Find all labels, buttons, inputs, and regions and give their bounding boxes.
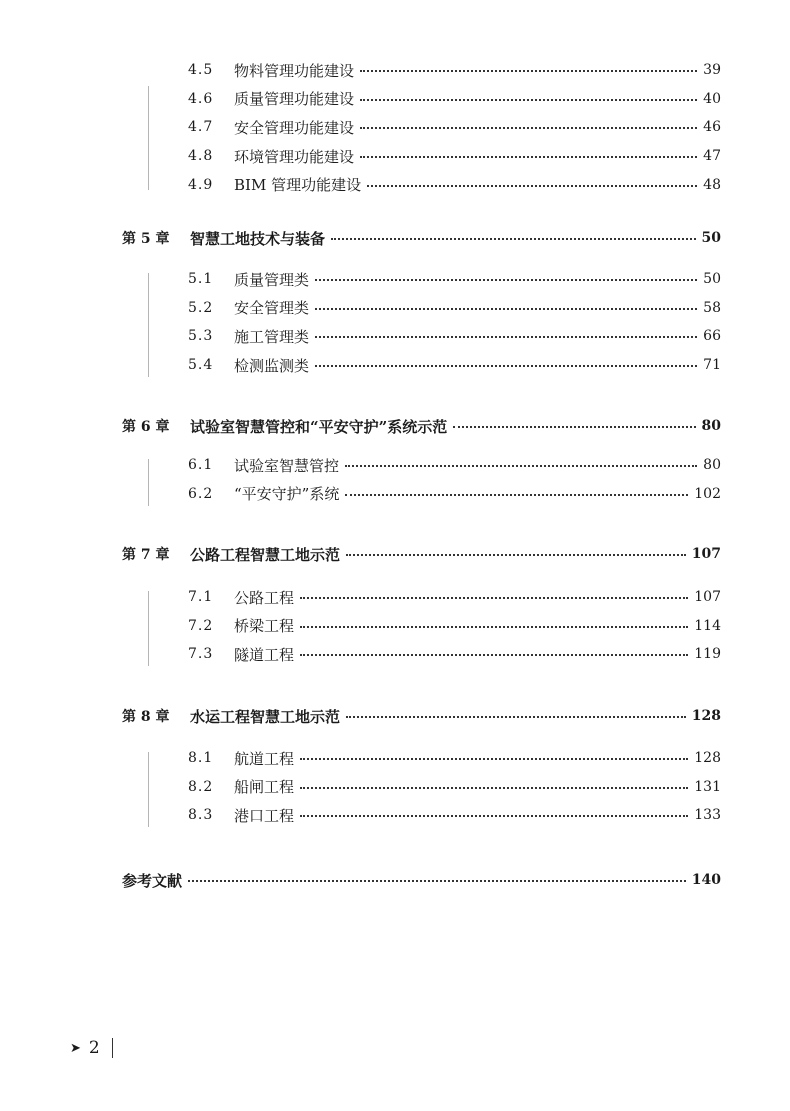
section-number: 6.2	[188, 485, 214, 502]
section-page-number: 50	[703, 271, 721, 287]
toc-section-row[interactable]	[188, 803, 721, 827]
section-page-number: 48	[703, 176, 721, 193]
section-guide-line	[148, 591, 149, 666]
toc-section-row[interactable]	[188, 87, 721, 111]
toc-section-row[interactable]	[188, 296, 721, 320]
dot-leader	[346, 716, 686, 718]
section-number: 5.2	[188, 299, 214, 316]
section-title: 航道工程	[234, 749, 295, 768]
section-number: 8.2	[188, 778, 214, 795]
toc-chapter-row[interactable]	[122, 542, 721, 566]
dot-leader	[367, 185, 697, 187]
section-page-number: 58	[703, 299, 721, 316]
section-number: 8.3	[188, 807, 214, 824]
dot-leader	[453, 426, 695, 428]
section-number: 5.3	[188, 328, 214, 345]
dot-leader	[360, 127, 697, 129]
dot-leader	[345, 465, 697, 467]
references-title: 参考文献	[122, 871, 183, 890]
footer-divider	[112, 1038, 113, 1058]
dot-leader	[360, 99, 697, 101]
section-title: 质量管理类	[234, 270, 310, 289]
section-title: 公路工程	[234, 588, 295, 607]
section-page-number: 102	[694, 485, 721, 502]
section-number: 4.9	[188, 176, 214, 193]
toc-section-row[interactable]	[188, 775, 721, 799]
toc-section-row[interactable]	[188, 267, 721, 291]
toc-section-row[interactable]	[188, 453, 721, 477]
references-page-number: 140	[691, 872, 721, 888]
dot-leader	[315, 365, 697, 367]
section-title: 船闸工程	[234, 778, 295, 797]
toc-section-row[interactable]	[188, 144, 721, 168]
toc-section-row[interactable]	[188, 482, 721, 506]
section-guide-line	[148, 459, 149, 506]
chapter-title: 公路工程智慧工地示范	[190, 545, 341, 564]
toc-section-row[interactable]	[188, 353, 721, 377]
dot-leader	[315, 336, 697, 338]
dot-leader	[346, 554, 686, 556]
section-page-number: 114	[694, 617, 721, 634]
dot-leader	[188, 880, 686, 882]
section-number: 5.1	[188, 271, 214, 287]
section-page-number: 66	[703, 328, 721, 345]
section-number: 4.8	[188, 148, 214, 165]
chapter-label: 第 5 章	[122, 231, 170, 247]
section-number: 8.1	[188, 750, 214, 766]
dot-leader	[300, 597, 688, 599]
section-title: BIM 管理功能建设	[234, 176, 362, 195]
section-title: “平安守护”系统	[234, 485, 340, 504]
section-number: 4.5	[188, 62, 214, 78]
section-number: 4.7	[188, 119, 214, 136]
section-page-number: 107	[694, 589, 721, 605]
section-guide-line	[148, 752, 149, 827]
section-title: 试验室智慧管控	[234, 456, 340, 475]
section-title: 检测监测类	[234, 356, 310, 375]
chapter-label: 第 8 章	[122, 709, 170, 725]
section-number: 6.1	[188, 457, 214, 473]
chapter-page-number: 128	[691, 708, 721, 724]
section-page-number: 133	[694, 807, 721, 824]
toc-chapter-row[interactable]	[122, 704, 721, 728]
toc-chapter-row[interactable]	[122, 414, 721, 438]
section-title: 质量管理功能建设	[234, 90, 355, 109]
section-number: 7.3	[188, 646, 214, 663]
toc-chapter-row[interactable]	[122, 226, 721, 250]
toc-section-row[interactable]	[188, 324, 721, 348]
section-page-number: 47	[703, 148, 721, 165]
section-title: 港口工程	[234, 806, 295, 825]
section-number: 5.4	[188, 357, 214, 374]
section-page-number: 119	[694, 646, 721, 663]
section-page-number: 80	[703, 457, 721, 473]
chapter-label: 第 7 章	[122, 547, 170, 563]
section-page-number: 40	[703, 90, 721, 107]
chapter-label: 第 6 章	[122, 419, 170, 435]
toc-references-row[interactable]	[122, 868, 721, 892]
dot-leader	[331, 238, 696, 240]
toc-section-row[interactable]	[188, 173, 721, 197]
dot-leader	[300, 787, 688, 789]
dot-leader	[300, 758, 688, 760]
section-guide-line	[148, 273, 149, 377]
toc-section-row[interactable]	[188, 746, 721, 770]
section-page-number: 131	[694, 778, 721, 795]
section-title: 隧道工程	[234, 645, 295, 664]
chapter-title: 智慧工地技术与装备	[190, 229, 326, 248]
toc-section-row[interactable]	[188, 115, 721, 139]
section-page-number: 71	[703, 357, 721, 374]
section-number: 4.6	[188, 90, 214, 107]
section-page-number: 39	[703, 62, 721, 78]
section-title: 安全管理功能建设	[234, 118, 355, 137]
chapter-title: 水运工程智慧工地示范	[190, 707, 341, 726]
section-number: 7.2	[188, 617, 214, 634]
section-title: 施工管理类	[234, 327, 310, 346]
page-number: 2	[88, 1038, 100, 1058]
arrow-icon: ➤	[70, 1040, 81, 1056]
section-page-number: 128	[694, 750, 721, 766]
toc-section-row[interactable]	[188, 58, 721, 82]
dot-leader	[315, 308, 697, 310]
chapter-title: 试验室智慧管控和“平安守护”系统示范	[190, 417, 448, 436]
section-guide-line	[148, 86, 149, 190]
dot-leader	[300, 626, 688, 628]
dot-leader	[360, 70, 697, 72]
dot-leader	[315, 279, 697, 281]
page-footer	[70, 1038, 113, 1058]
dot-leader	[345, 494, 688, 496]
toc-section-row[interactable]	[188, 614, 721, 638]
chapter-page-number: 50	[701, 230, 721, 246]
section-title: 安全管理类	[234, 299, 310, 318]
section-title: 环境管理功能建设	[234, 147, 355, 166]
section-page-number: 46	[703, 119, 721, 136]
dot-leader	[300, 654, 688, 656]
toc-section-row[interactable]	[188, 585, 721, 609]
section-title: 物料管理功能建设	[234, 61, 355, 80]
chapter-page-number: 80	[701, 418, 721, 434]
dot-leader	[360, 156, 697, 158]
section-number: 7.1	[188, 589, 214, 605]
section-title: 桥梁工程	[234, 617, 295, 636]
dot-leader	[300, 815, 688, 817]
toc-section-row[interactable]	[188, 642, 721, 666]
chapter-page-number: 107	[691, 546, 721, 562]
